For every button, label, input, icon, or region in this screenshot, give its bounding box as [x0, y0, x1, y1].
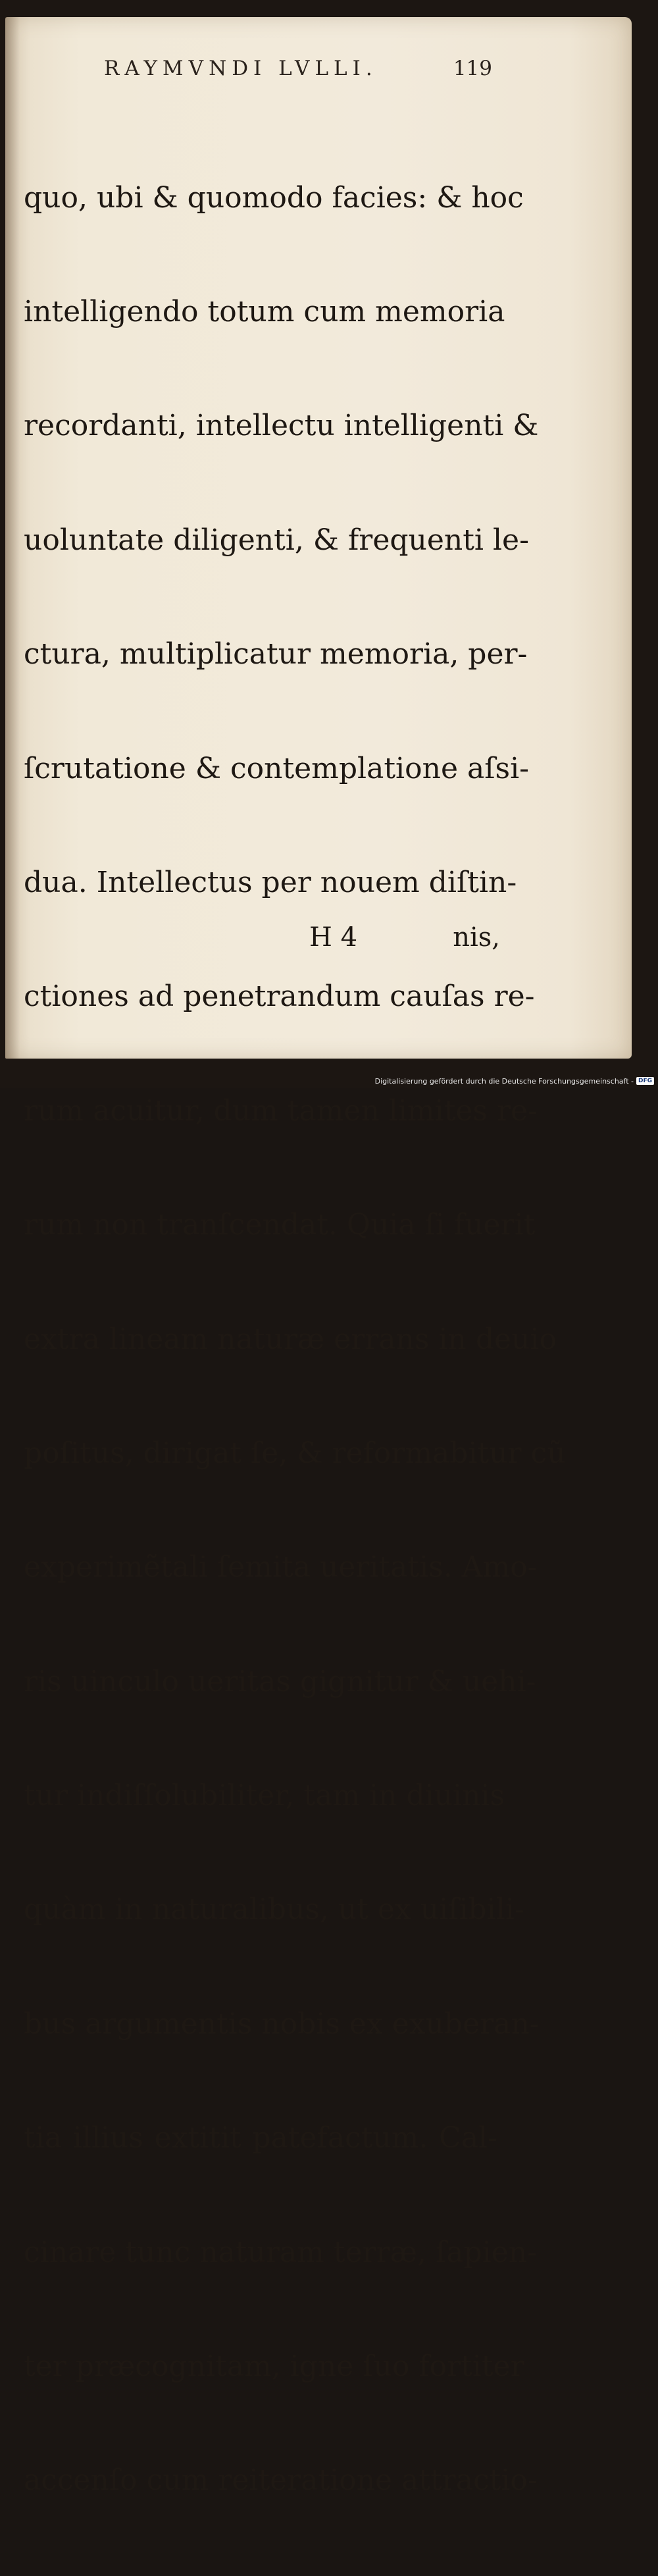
digitization-credit	[375, 1075, 654, 1087]
credit-text: Digitalisierung gefördert durch die Deutsche Forschungsgemeinschaft -	[374, 1076, 634, 1086]
running-head	[104, 57, 492, 83]
text-line: intelligendo totum cum memoria	[24, 294, 505, 329]
running-head-title: RAYMVNDI LVLLI.	[104, 57, 378, 80]
text-line: extra lineam naturæ errans in deuio	[24, 1322, 557, 1356]
text-line: recordanti, intellectu intelligenti &	[24, 409, 539, 443]
text-line: cinare tunc naturam terræ, ſapien-	[24, 2235, 538, 2269]
signature-mark: H 4	[309, 922, 358, 953]
text-line: tia illius extitit patefactum. Cal-	[24, 2121, 497, 2155]
dfg-logo: DFG	[636, 1077, 654, 1085]
text-line: rum non tranſcendat. Quia ſi fuerit	[24, 1208, 536, 1242]
text-line: ctura, multiplicatur memoria, per-	[24, 637, 528, 671]
text-line: quo, ubi & quomodo facies: & hoc	[24, 180, 524, 215]
text-line: ſcrutatione & contemplatione aſsi-	[24, 751, 530, 785]
text-line: ris uinculo ueritas gignitur & uehi-	[24, 1664, 536, 1698]
catchword: nis,	[453, 922, 500, 953]
page-number: 119	[453, 57, 492, 80]
text-line: poſitus, dirigat ſe, & reformabitur cũ	[24, 1436, 566, 1470]
text-line: quàm in naturalibus, ut ex uiſibili-	[24, 1893, 524, 1927]
signature-line	[309, 922, 500, 955]
text-line: bus argumentis nobis ex exuberan-	[24, 2007, 540, 2041]
text-line: rum acuitur, dum tamen limites re-	[24, 1093, 538, 1128]
text-line: dua. Intellectus per nouem diſtin-	[24, 865, 517, 899]
text-line: ter præcognitam, igne ſuo fortiter	[24, 2350, 524, 2384]
text-line: tur indiſſolubiliter, tam in diuinis	[24, 1779, 505, 1813]
text-line: ctiones ad penetrandum cauſas re-	[24, 980, 535, 1014]
text-line: uoluntate diligenti, & frequenti le-	[24, 523, 529, 557]
text-line: accenſo cum reiteratione attractio-	[24, 2463, 538, 2498]
text-line: experimẽtali ſemita ueritatis. Amo-	[24, 1550, 538, 1585]
